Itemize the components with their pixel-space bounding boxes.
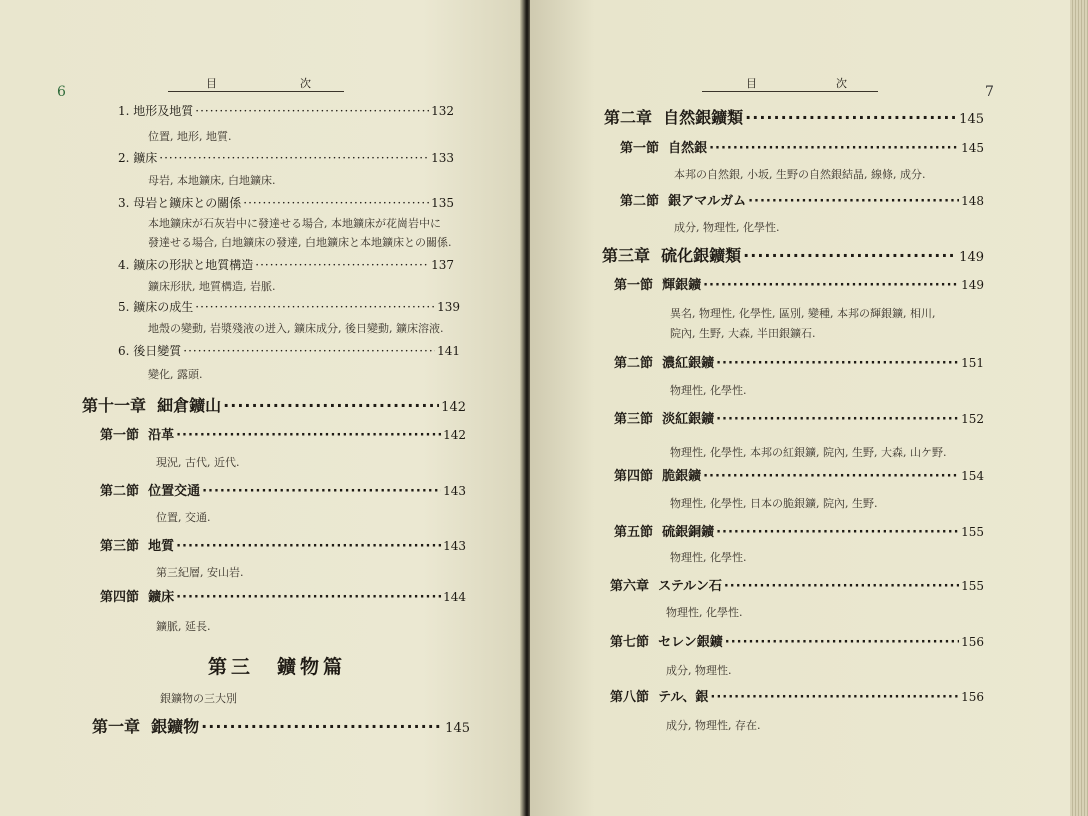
left-page (0, 0, 528, 816)
section-subtopics: 物理性, 化學性. (670, 384, 747, 397)
toc-section (614, 465, 984, 484)
chapter-title: 細倉鑛山 (157, 396, 222, 415)
leader-dots (183, 344, 435, 358)
part-subtitle: 銀鑛物の三大別 (160, 692, 237, 705)
running-head (702, 75, 878, 92)
item-page: 132 (431, 104, 454, 118)
running-head-char: 次 (836, 77, 847, 90)
item-subtopics: 母岩, 本地鑛床, 白地鑛床. (148, 174, 276, 187)
leader-dots (223, 396, 439, 415)
item-page: 133 (431, 151, 454, 165)
item-number: 3. (118, 196, 130, 210)
section-subtopics: 成分, 物理性. (666, 664, 732, 677)
leader-dots (159, 151, 429, 165)
item-title: 後日變質 (133, 344, 182, 358)
section-page: 143 (443, 539, 466, 553)
leader-dots (201, 717, 443, 736)
section-subtopics: 物理性, 化學性, 本邦の紅銀鑛, 院內, 生野, 大森, 山ケ野. (670, 446, 947, 459)
toc-section (100, 535, 466, 554)
toc-chapter (604, 105, 984, 128)
leader-dots (745, 108, 957, 127)
section-subtopics: 成分, 物理性, 化學性. (674, 221, 780, 234)
leader-dots (716, 412, 959, 427)
section-subtopics: 物理性, 化學性. (666, 606, 743, 619)
item-subtopics: 本地鑛床が石灰岩中に發達せる場合, 本地鑛床が花崗岩中に (148, 217, 441, 230)
section-subtopics: 現況, 古代, 近代. (156, 456, 240, 469)
leader-dots (176, 539, 441, 554)
section-title: 自然銀 (668, 141, 708, 156)
section-title: 硫銀銅鑛 (662, 525, 715, 540)
page-number: 7 (985, 84, 994, 100)
item-subtopics: 地殼の變動, 岩漿殘液の迸入, 鑛床成分, 後日變動, 鑛床溶液. (148, 322, 444, 335)
leader-dots (243, 196, 429, 210)
toc-item (118, 298, 460, 315)
section-title: 銀アマルガム (668, 194, 747, 209)
chapter-label: 第二章 (604, 108, 653, 127)
leader-dots (724, 579, 959, 594)
toc-section (100, 586, 466, 605)
section-page: 145 (961, 141, 984, 155)
section-label: 第一節 (614, 278, 654, 293)
section-title: 沿革 (148, 428, 175, 443)
leader-dots (176, 590, 441, 605)
section-page: 151 (961, 356, 984, 370)
section-page: 156 (961, 635, 984, 649)
section-title: 淡紅銀鑛 (662, 412, 715, 427)
section-title: 脆銀鑛 (662, 469, 702, 484)
section-label: 第三節 (614, 412, 654, 427)
section-subtopics: 物理性, 化學性. (670, 551, 747, 564)
chapter-page: 142 (441, 400, 466, 415)
toc-section (100, 424, 466, 443)
leader-dots (748, 194, 959, 209)
part-heading: 第三 鑛物篇 (208, 656, 347, 678)
section-page: 144 (443, 590, 466, 604)
section-label: 第七節 (610, 635, 650, 650)
item-title: 鑛床 (133, 151, 158, 165)
toc-chapter (82, 393, 466, 416)
toc-chapter (92, 714, 470, 737)
leader-dots (195, 104, 429, 118)
section-title: 位置交通 (148, 484, 201, 499)
toc-item (118, 102, 454, 119)
section-label: 第一節 (100, 428, 140, 443)
leader-dots (703, 469, 959, 484)
section-subtopics: 成分, 物理性, 存在. (666, 719, 761, 732)
section-subtopics: 第三紀層, 安山岩. (156, 566, 244, 579)
section-subtopics: 本邦の自然銀, 小坂, 生野の自然銀結晶, 線條, 成分. (674, 168, 926, 181)
leader-dots (743, 246, 957, 265)
item-subtopics: 發達せる場合, 白地鑛床の發達, 白地鑛床と本地鑛床との關係. (148, 236, 452, 249)
item-page: 141 (437, 344, 460, 358)
section-subtopics: 物理性, 化學性, 日本の脆銀鑛, 院內, 生野. (670, 497, 878, 510)
toc-section (100, 480, 466, 499)
item-number: 1. (118, 104, 130, 118)
chapter-label: 第三章 (602, 246, 651, 265)
section-page: 148 (961, 194, 984, 208)
item-title: 鑛床の成生 (133, 300, 194, 314)
section-label: 第二節 (620, 194, 660, 209)
item-page: 135 (431, 196, 454, 210)
item-subtopics: 變化, 露頭. (148, 368, 203, 381)
item-number: 6. (118, 344, 130, 358)
section-page: 156 (961, 690, 984, 704)
section-page: 155 (961, 579, 984, 593)
section-page: 152 (961, 412, 984, 426)
section-title: 濃紅銀鑛 (662, 356, 715, 371)
leader-dots (703, 278, 959, 293)
running-head-char: 目 (746, 77, 757, 90)
section-label: 第二節 (614, 356, 654, 371)
leader-dots (176, 428, 441, 443)
section-label: 第四節 (614, 469, 654, 484)
leader-dots (725, 635, 959, 650)
item-number: 2. (118, 151, 130, 165)
leader-dots (710, 690, 959, 705)
leader-dots (709, 141, 959, 156)
leader-dots (255, 258, 429, 272)
toc-item (118, 149, 454, 166)
section-page: 143 (443, 484, 466, 498)
item-number: 4. (118, 258, 130, 272)
section-label: 第八節 (610, 690, 650, 705)
section-page: 149 (961, 278, 984, 292)
running-head-char: 目 (206, 77, 217, 90)
toc-section (610, 575, 984, 594)
running-head-char: 次 (300, 77, 311, 90)
section-title: ステルン石 (658, 579, 722, 594)
section-title: 地質 (148, 539, 175, 554)
item-page: 137 (431, 258, 454, 272)
right-page (530, 0, 1070, 816)
item-title: 母岩と鑛床との關係 (133, 196, 242, 210)
section-page: 155 (961, 525, 984, 539)
toc-section (610, 686, 984, 705)
section-title: テル、銀 (658, 690, 709, 705)
section-title: セレン銀鑛 (658, 635, 723, 650)
toc-section (620, 137, 984, 156)
chapter-title: 自然銀鑛類 (663, 108, 744, 127)
section-title: 鑛床 (148, 590, 175, 605)
running-head (168, 75, 344, 92)
section-subtopics: 院內, 生野, 大森, 半田銀鑛石. (670, 327, 816, 340)
toc-item (118, 342, 460, 359)
section-label: 第三節 (100, 539, 140, 554)
toc-item (118, 256, 454, 273)
section-label: 第四節 (100, 590, 140, 605)
section-label: 第六章 (610, 579, 650, 594)
item-subtopics: 位置, 地形, 地質. (148, 130, 232, 143)
toc-section (614, 408, 984, 427)
section-page: 154 (961, 469, 984, 483)
toc-chapter (602, 243, 984, 266)
chapter-page: 149 (959, 250, 984, 265)
leader-dots (716, 356, 959, 371)
toc-section (620, 190, 984, 209)
section-label: 第二節 (100, 484, 140, 499)
toc-item (118, 194, 454, 211)
item-title: 地形及地質 (133, 104, 194, 118)
toc-section (614, 352, 984, 371)
page-number: 6 (57, 84, 66, 100)
section-label: 第一節 (620, 141, 660, 156)
item-subtopics: 鑛床形狀, 地質構造, 岩脈. (148, 280, 276, 293)
chapter-page: 145 (959, 112, 984, 127)
chapter-label: 第十一章 (82, 396, 147, 415)
chapter-page: 145 (445, 721, 470, 736)
chapter-title: 銀鑛物 (151, 717, 200, 736)
leader-dots (716, 525, 959, 540)
leader-dots (195, 300, 435, 314)
item-page: 139 (437, 300, 460, 314)
toc-section (614, 521, 984, 540)
page-edges (1070, 0, 1088, 816)
toc-section (614, 274, 984, 293)
section-subtopics: 異名, 物理性, 化學性, 區別, 變種, 本邦の輝銀鑛, 相川, (670, 307, 936, 320)
section-page: 142 (443, 428, 466, 442)
section-label: 第五節 (614, 525, 654, 540)
section-subtopics: 位置, 交通. (156, 511, 211, 524)
section-title: 輝銀鑛 (662, 278, 702, 293)
chapter-title: 硫化銀鑛類 (661, 246, 742, 265)
section-subtopics: 鑛脈, 延長. (156, 620, 211, 633)
item-title: 鑛床の形狀と地質構造 (133, 258, 254, 272)
item-number: 5. (118, 300, 130, 314)
toc-section (610, 631, 984, 650)
leader-dots (202, 484, 441, 499)
chapter-label: 第一章 (92, 717, 141, 736)
